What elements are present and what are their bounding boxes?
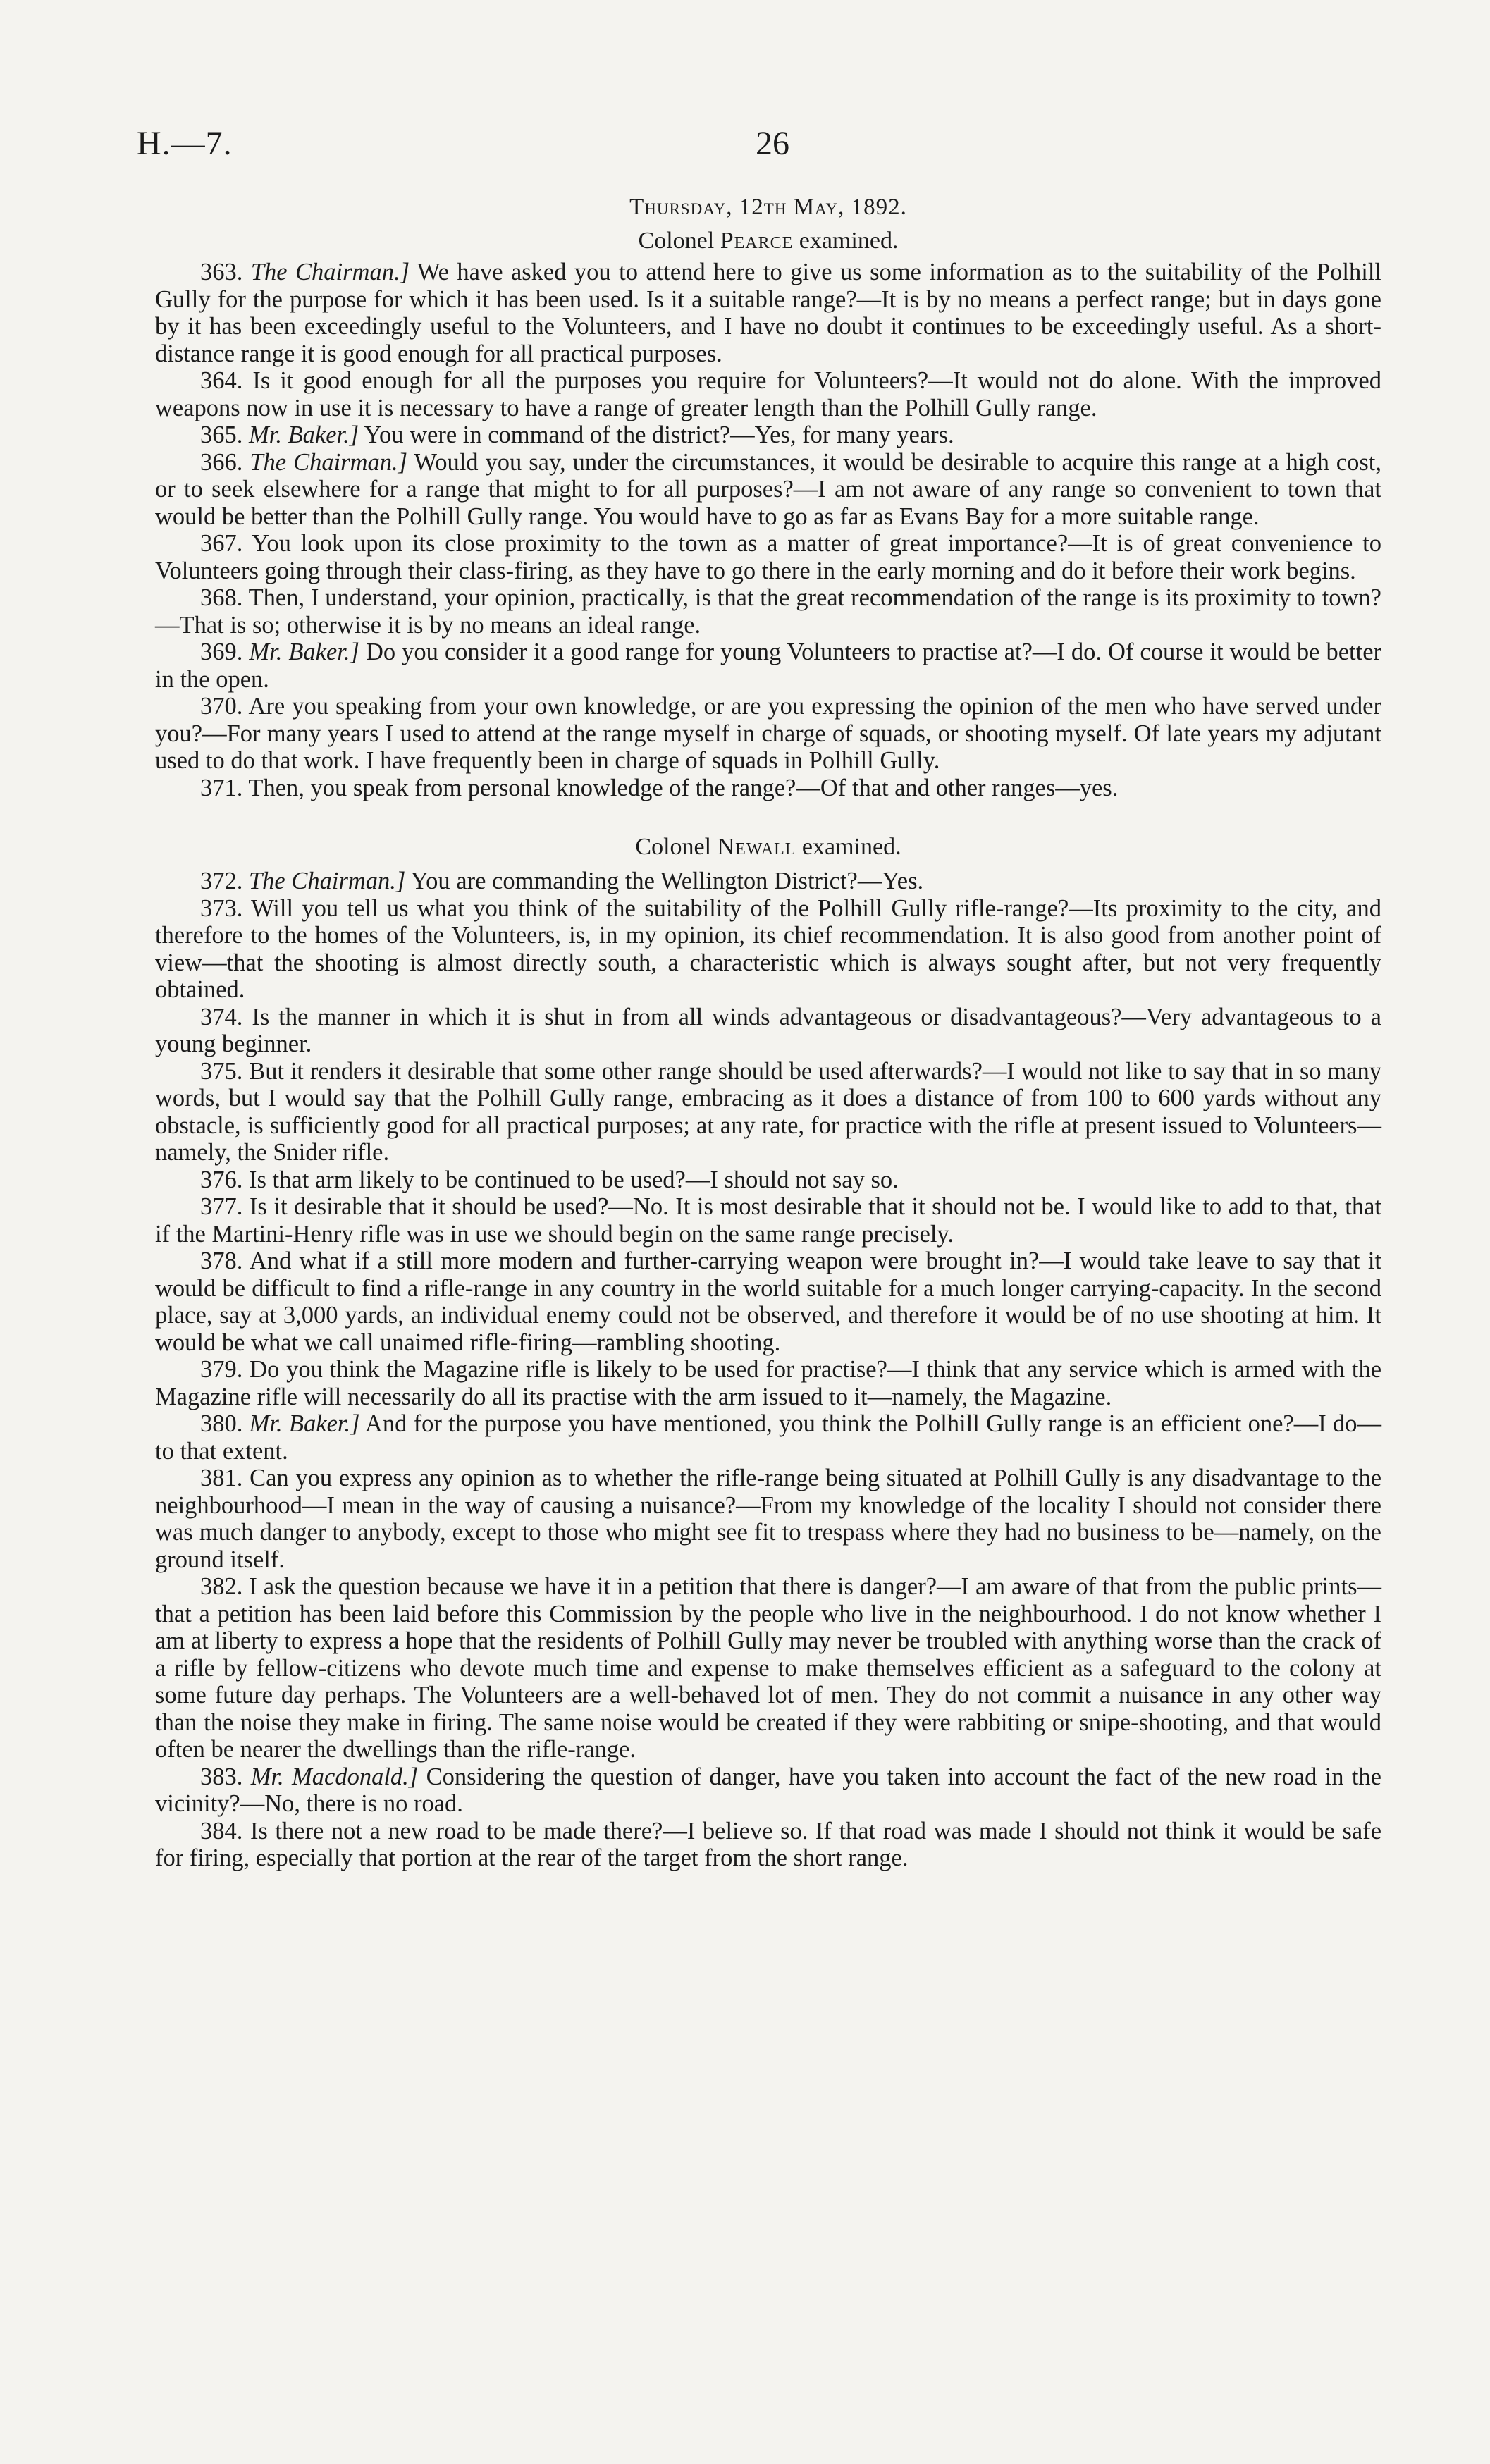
question-answer-text: Do you think the Magazine rifle is likely to be used for practise?—I think that any service which is armed with the Magazine rifle will necessarily do all its practise with the arm issued to it—namely, the Magazine.: [155, 1356, 1382, 1410]
question-paragraph: [155, 1356, 1381, 1410]
speaker-name: Mr. Baker.]: [249, 1410, 360, 1437]
question-answer-text: And what if a still more modern and further-carrying weapon were brought in?—I would take leave to say that it would be difficult to find a rifle-range in any country in the world suitable for a much longer carrying-capacity. In the second place, say at 3,000 yards, an individual enemy could not be observed, and therefore it would be of no use shooting at him. It would be what we call unaimed rifle-firing—rambling shooting.: [155, 1248, 1381, 1356]
question-answer-text: Considering the question of danger, have you taken into account the fact of the new road in the vicinity?—No, there is no road.: [155, 1763, 1381, 1817]
question-paragraph: [155, 895, 1381, 1004]
question-paragraph: [155, 868, 1381, 895]
question-number: 369.: [200, 639, 243, 665]
question-number: 363.: [200, 259, 243, 285]
question-answer-text: You were in command of the district?—Yes, for many years.: [359, 421, 954, 448]
witness-name: Newall: [717, 834, 796, 860]
question-paragraph: [155, 1004, 1381, 1058]
question-answer-text: Would you say, under the circumstances, it would be desirable to acquire this range at a high cost, or to seek elsewhere for a range that might to for all purposes?—I am not aware of any range so convenient to town that would be better than the Polhill Gully range. You would have to go as far as Evans Bay for a more suitable range.: [155, 448, 1382, 530]
question-paragraph: [155, 1166, 1381, 1194]
question-answer-text: Is the manner in which it is shut in from all winds advantageous or disadvantageous?—Very advantageous to a young beginner.: [155, 1003, 1381, 1057]
question-answer-text: Then, I understand, your opinion, practically, is that the great recommendation of the range is its proximity to town?—That is so; otherwise it is by no means an ideal range.: [155, 584, 1381, 639]
question-answer-text: Is it good enough for all the purposes you require for Volunteers?—It would not do alone. With the improved weapons now in use it is necessary to have a range of greater length than the Polhill Gully range.: [155, 367, 1381, 421]
session-date: Thursday, 12th May, 1892.: [629, 195, 907, 220]
question-number: 378.: [200, 1248, 243, 1274]
question-answer-text: Is it desirable that it should be used?—No. It is most desirable that it should not be. I would like to add to that, that if the Martini-Henry rifle was in use we should begin on the same range precisely.: [155, 1193, 1382, 1248]
heading-prefix: Colonel: [638, 228, 720, 254]
question-number: 383.: [200, 1763, 243, 1790]
question-number: 375.: [200, 1057, 243, 1085]
question-number: 382.: [200, 1573, 243, 1600]
question-answer-text: Are you speaking from your own knowledge, or are you expressing the opinion of the men who have served under you?—For many years I used to attend at the range myself in charge of squads, or shooting myself. Of late years my adjutant used to do that work. I have frequently been in charge of squads in Polhill Gully.: [155, 693, 1381, 774]
speaker-name: Mr. Macdonald.]: [250, 1763, 419, 1790]
question-paragraph: [155, 639, 1381, 693]
question-paragraph: [155, 1193, 1381, 1248]
question-paragraph: [155, 449, 1381, 531]
speaker-name: The Chairman.]: [249, 868, 406, 894]
question-number: 366.: [200, 448, 243, 476]
question-answer-text: Can you express any opinion as to whether the rifle-range being situated at Polhill Gully is any disadvantage to the neighbourhood—I mean in the way of causing a nuisance?—From my knowledge of the locality I should not consider there was much danger to anybody, except to those who might see fit to trespass where they had no business to be—namely, on the ground itself.: [155, 1465, 1382, 1573]
question-number: 374.: [200, 1003, 243, 1030]
speaker-name: The Chairman.]: [250, 448, 408, 476]
question-answer-text: But it renders it desirable that some other range should be used afterwards?—I would not like to say that in so many words, but I would say that the Polhill Gully range, embracing as it does a distance of from 100 to 600 yards without any obstacle, is sufficiently good for all practical purposes; at any rate, for practice with the rifle at present issued to Volunteers—namely, the Snider rifle.: [155, 1057, 1381, 1166]
witness-heading-pearce: [155, 228, 1381, 254]
paper-reference: H.—7.: [137, 125, 233, 162]
question-answer-text: And for the purpose you have mentioned, you think the Polhill Gully range is an efficient one?—I do—to that extent.: [155, 1410, 1381, 1465]
question-paragraph: [155, 1058, 1381, 1166]
question-paragraph: [155, 421, 1381, 449]
question-answer-text: Do you consider it a good range for young Volunteers to practise at?—I do. Of course it would be better in the open.: [155, 639, 1381, 693]
question-number: 379.: [200, 1356, 243, 1383]
testimony-newall: [155, 868, 1381, 1872]
question-number: 372.: [200, 868, 243, 894]
question-number: 381.: [200, 1465, 243, 1491]
question-number: 377.: [200, 1193, 243, 1220]
question-paragraph: [155, 367, 1381, 421]
speaker-name: Mr. Baker.]: [249, 421, 359, 448]
question-paragraph: [155, 1818, 1381, 1872]
question-paragraph: [155, 1573, 1381, 1763]
heading-suffix: examined.: [793, 228, 899, 254]
page-number: 26: [756, 125, 789, 162]
question-answer-text: I ask the question because we have it in a petition that there is danger?—I am aware of that from the public prints—that a petition has been laid before this Commission by the people who live in the neighbourhood. I do not know whether I am at liberty to express a hope that the residents of Polhill Gully may never be troubled with anything worse than the crack of a rifle by fellow-citizens who devote much time and expense to make themselves efficient as a safeguard to the colony at some future day perhaps. The Volunteers are a well-behaved lot of men. They do not commit a nuisance in any other way than the noise they make in firing. The same noise would be created if they were rabbiting or snipe-shooting, and that would often be nearer the dwellings than the rifle-range.: [155, 1573, 1381, 1763]
question-answer-text: Is that arm likely to be continued to be used?—I should not say so.: [249, 1166, 899, 1193]
question-paragraph: [155, 1248, 1381, 1356]
question-number: 368.: [200, 584, 243, 611]
question-answer-text: You look upon its close proximity to the town as a matter of great importance?—It is of great convenience to Volunteers going through their class-firing, as they have to go there in the early morning and do it before their work begins.: [155, 530, 1381, 584]
question-number: 373.: [200, 894, 243, 922]
question-paragraph: [155, 530, 1381, 584]
question-paragraph: [155, 1763, 1381, 1818]
testimony-pearce: [155, 259, 1381, 801]
question-number: 365.: [200, 421, 243, 448]
question-number: 364.: [200, 367, 243, 394]
question-number: 367.: [200, 530, 243, 557]
heading-suffix: examined.: [796, 834, 901, 860]
witness-name: Pearce: [720, 228, 794, 254]
question-number: 370.: [200, 693, 243, 720]
heading-prefix: Colonel: [635, 834, 718, 860]
question-number: 371.: [200, 774, 243, 801]
question-answer-text: Then, you speak from personal knowledge of the range?—Of that and other ranges—yes.: [248, 774, 1119, 801]
minutes-body: [155, 195, 1381, 1872]
witness-heading-newall: [155, 834, 1381, 861]
speaker-name: Mr. Baker.]: [249, 639, 359, 665]
question-paragraph: [155, 1410, 1381, 1465]
question-answer-text: Is there not a new road to be made there?—I believe so. If that road was made I should not think it would be safe for firing, especially that portion at the rear of the target from the short range.: [155, 1817, 1382, 1871]
question-paragraph: [155, 1465, 1381, 1573]
question-paragraph: [155, 584, 1381, 639]
question-answer-text: Will you tell us what you think of the suitability of the Polhill Gully rifle-range?—Its proximity to the city, and therefore to the homes of the Volunteers, is, in my opinion, its chief recommendation. It is also good from another point of view—that the shooting is almost directly south, a characteristic which is always sought after, but not very frequently obtained.: [155, 894, 1381, 1003]
question-answer-text: We have asked you to attend here to give us some information as to the suitability of the Polhill Gully for the purpose for which it has been used. Is it a suitable range?—It is by no means a perfect range; but in days gone by it has been exceedingly useful to the Volunteers, and I have no doubt it continues to be exceedingly useful. As a short-distance range it is good enough for all practical purposes.: [155, 259, 1382, 367]
question-answer-text: You are commanding the Wellington District?—Yes.: [405, 868, 924, 894]
question-paragraph: [155, 259, 1381, 367]
question-number: 384.: [200, 1817, 243, 1844]
question-number: 380.: [200, 1410, 243, 1437]
question-paragraph: [155, 693, 1381, 775]
question-paragraph: [155, 775, 1381, 802]
question-number: 376.: [200, 1166, 243, 1193]
speaker-name: The Chairman.]: [250, 259, 410, 285]
